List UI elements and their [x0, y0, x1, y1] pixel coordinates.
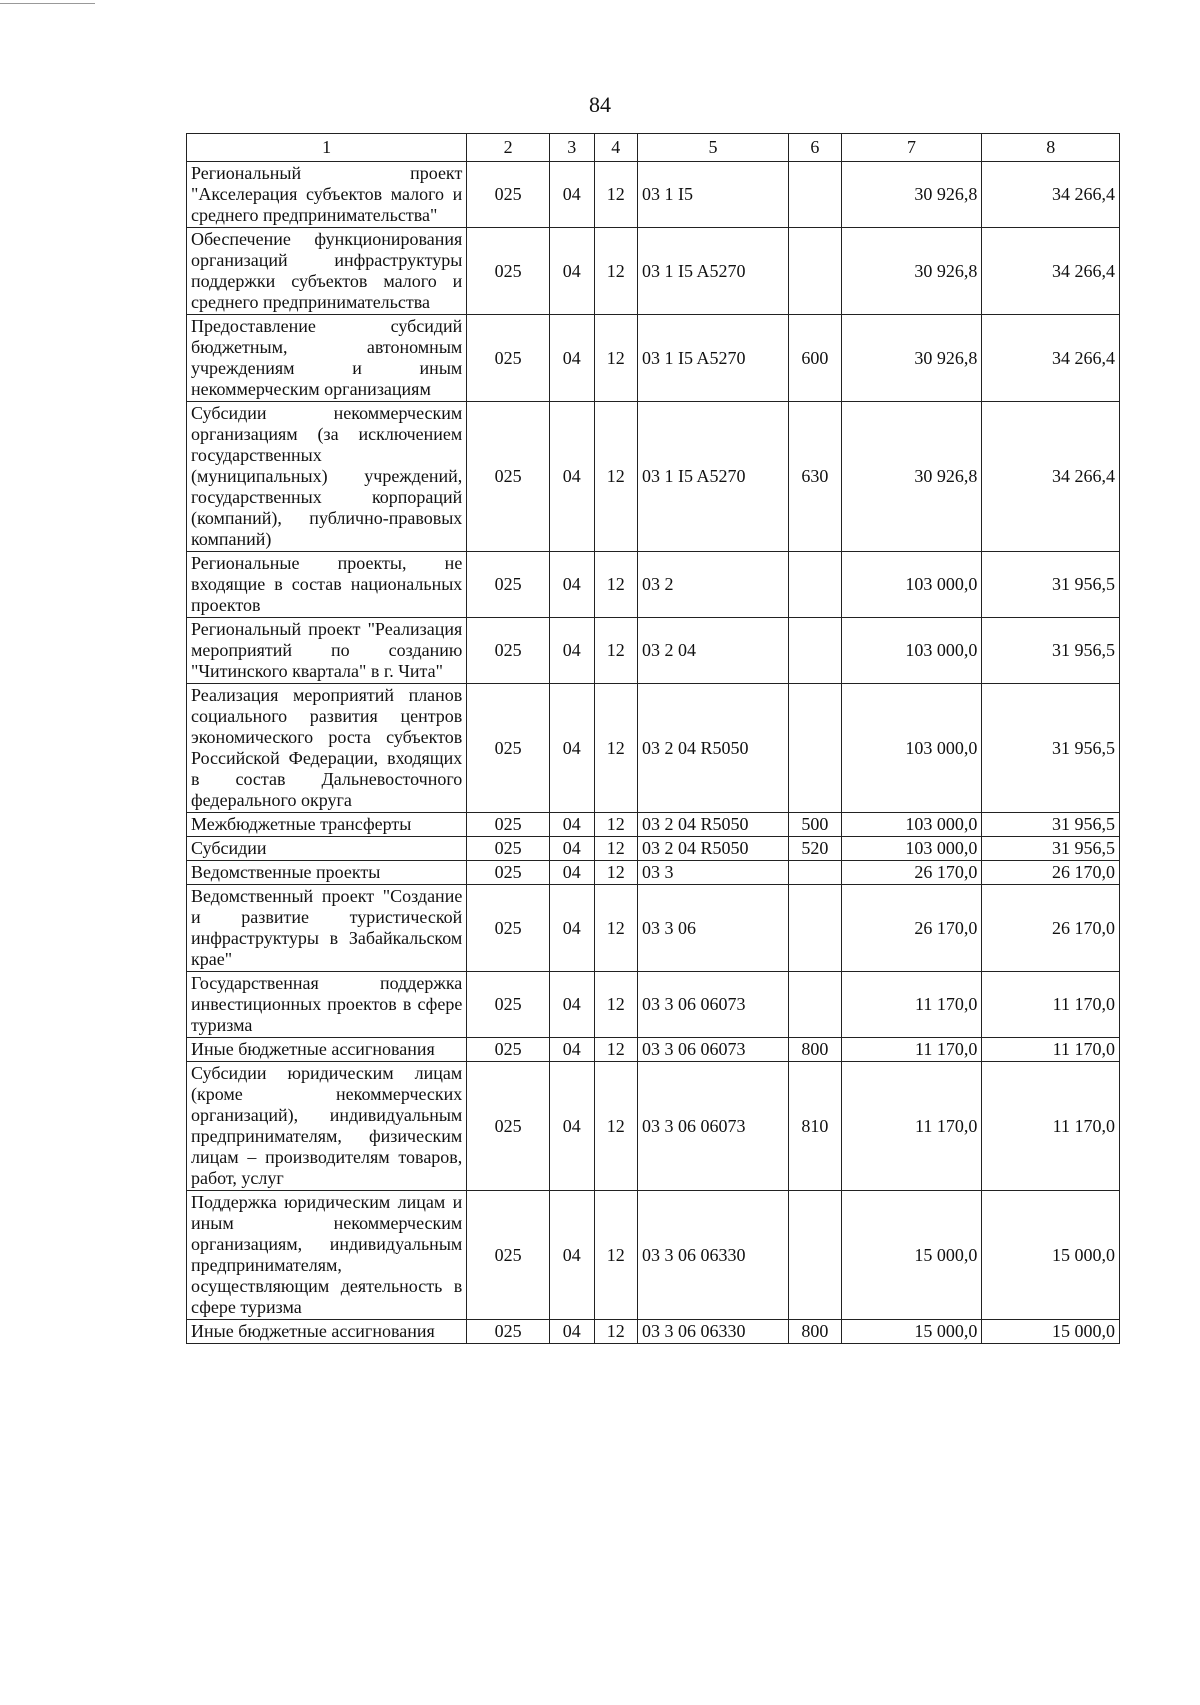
header-col-3: 3 — [550, 134, 594, 162]
cell-col-5: 03 3 06 — [637, 885, 788, 972]
table-row — [187, 1038, 1120, 1062]
cell-col-4: 12 — [594, 885, 637, 972]
cell-col-3: 04 — [550, 618, 594, 684]
cell-col-3: 04 — [550, 552, 594, 618]
cell-col-3: 04 — [550, 1038, 594, 1062]
header-col-7: 7 — [841, 134, 982, 162]
cell-col-5: 03 1 I5 A5270 — [637, 315, 788, 402]
header-col-2: 2 — [467, 134, 550, 162]
cell-col-5: 03 2 04 R5050 — [637, 837, 788, 861]
cell-col-6 — [788, 1191, 841, 1320]
cell-col-4: 12 — [594, 162, 637, 228]
page-number: 84 — [589, 92, 611, 117]
cell-col-4: 12 — [594, 402, 637, 552]
cell-col-6 — [788, 972, 841, 1038]
table-row — [187, 861, 1120, 885]
header-col-5: 5 — [637, 134, 788, 162]
cell-col-5: 03 3 06 06073 — [637, 972, 788, 1038]
table-row — [187, 972, 1120, 1038]
cell-col-2: 025 — [467, 1062, 550, 1191]
cell-col-8: 15 000,0 — [982, 1320, 1120, 1344]
budget-table — [186, 133, 1120, 1344]
cell-col-8: 11 170,0 — [982, 972, 1120, 1038]
cell-col-4: 12 — [594, 1038, 637, 1062]
table-row — [187, 813, 1120, 837]
table-row — [187, 228, 1120, 315]
table-row — [187, 1062, 1120, 1191]
header-col-1: 1 — [187, 134, 467, 162]
cell-col-2: 025 — [467, 684, 550, 813]
cell-col-5: 03 1 I5 A5270 — [637, 402, 788, 552]
row-description: Субсидии юридическим лицам (кроме некоммерческих организаций), индивидуальным предпринимателям, физическим лицам – производителям товаров, работ, услуг — [187, 1062, 467, 1191]
cell-col-3: 04 — [550, 885, 594, 972]
row-description: Межбюджетные трансферты — [187, 813, 467, 837]
cell-col-3: 04 — [550, 1062, 594, 1191]
cell-col-6: 630 — [788, 402, 841, 552]
cell-col-8: 34 266,4 — [982, 228, 1120, 315]
cell-col-5: 03 3 06 06073 — [637, 1062, 788, 1191]
cell-col-7: 15 000,0 — [841, 1191, 982, 1320]
cell-col-6: 800 — [788, 1320, 841, 1344]
cell-col-4: 12 — [594, 684, 637, 813]
cell-col-7: 26 170,0 — [841, 861, 982, 885]
cell-col-3: 04 — [550, 315, 594, 402]
cell-col-8: 26 170,0 — [982, 885, 1120, 972]
cell-col-5: 03 2 04 — [637, 618, 788, 684]
cell-col-7: 26 170,0 — [841, 885, 982, 972]
cell-col-3: 04 — [550, 1320, 594, 1344]
cell-col-4: 12 — [594, 813, 637, 837]
cell-col-5: 03 2 — [637, 552, 788, 618]
table-header-row — [187, 134, 1120, 162]
cell-col-8: 11 170,0 — [982, 1062, 1120, 1191]
cell-col-2: 025 — [467, 1038, 550, 1062]
cell-col-2: 025 — [467, 552, 550, 618]
cell-col-7: 11 170,0 — [841, 1062, 982, 1191]
budget-table-body — [187, 134, 1120, 1344]
cell-col-5: 03 3 06 06330 — [637, 1320, 788, 1344]
row-description: Региональный проект "Акселерация субъектов малого и среднего предпринимательства" — [187, 162, 467, 228]
cell-col-8: 31 956,5 — [982, 552, 1120, 618]
cell-col-6: 520 — [788, 837, 841, 861]
cell-col-8: 34 266,4 — [982, 402, 1120, 552]
row-description: Иные бюджетные ассигнования — [187, 1038, 467, 1062]
cell-col-3: 04 — [550, 813, 594, 837]
cell-col-4: 12 — [594, 552, 637, 618]
row-description: Государственная поддержка инвестиционных проектов в сфере туризма — [187, 972, 467, 1038]
table-row — [187, 1191, 1120, 1320]
table-row — [187, 162, 1120, 228]
cell-col-7: 103 000,0 — [841, 813, 982, 837]
cell-col-6 — [788, 861, 841, 885]
cell-col-3: 04 — [550, 972, 594, 1038]
cell-col-5: 03 1 I5 — [637, 162, 788, 228]
cell-col-4: 12 — [594, 228, 637, 315]
table-row — [187, 1320, 1120, 1344]
cell-col-4: 12 — [594, 972, 637, 1038]
cell-col-7: 30 926,8 — [841, 315, 982, 402]
table-row — [187, 837, 1120, 861]
cell-col-8: 15 000,0 — [982, 1191, 1120, 1320]
cell-col-2: 025 — [467, 1320, 550, 1344]
cell-col-8: 34 266,4 — [982, 315, 1120, 402]
header-col-6: 6 — [788, 134, 841, 162]
cell-col-6 — [788, 885, 841, 972]
cell-col-2: 025 — [467, 228, 550, 315]
cell-col-6: 600 — [788, 315, 841, 402]
row-description: Субсидии некоммерческим организациям (за исключением государственных (муниципальных) учреждений, государственных корпораций (компаний), публично-правовых компаний) — [187, 402, 467, 552]
cell-col-4: 12 — [594, 1062, 637, 1191]
cell-col-5: 03 2 04 R5050 — [637, 813, 788, 837]
cell-col-3: 04 — [550, 837, 594, 861]
cell-col-8: 31 956,5 — [982, 837, 1120, 861]
cell-col-5: 03 3 06 06073 — [637, 1038, 788, 1062]
cell-col-2: 025 — [467, 1191, 550, 1320]
cell-col-2: 025 — [467, 618, 550, 684]
cell-col-7: 15 000,0 — [841, 1320, 982, 1344]
cell-col-3: 04 — [550, 861, 594, 885]
cell-col-2: 025 — [467, 885, 550, 972]
cell-col-4: 12 — [594, 315, 637, 402]
cell-col-6: 500 — [788, 813, 841, 837]
row-description: Предоставление субсидий бюджетным, автономным учреждениям и иным некоммерческим организациям — [187, 315, 467, 402]
scan-artifact-line — [0, 3, 95, 4]
cell-col-5: 03 3 — [637, 861, 788, 885]
cell-col-7: 11 170,0 — [841, 1038, 982, 1062]
cell-col-2: 025 — [467, 861, 550, 885]
cell-col-7: 30 926,8 — [841, 162, 982, 228]
table-row — [187, 684, 1120, 813]
table-row — [187, 402, 1120, 552]
row-description: Обеспечение функционирования организаций инфраструктуры поддержки субъектов малого и среднего предпринимательства — [187, 228, 467, 315]
cell-col-8: 34 266,4 — [982, 162, 1120, 228]
cell-col-6 — [788, 618, 841, 684]
cell-col-2: 025 — [467, 315, 550, 402]
cell-col-3: 04 — [550, 402, 594, 552]
table-row — [187, 885, 1120, 972]
cell-col-2: 025 — [467, 972, 550, 1038]
cell-col-4: 12 — [594, 1191, 637, 1320]
cell-col-7: 103 000,0 — [841, 837, 982, 861]
cell-col-6 — [788, 228, 841, 315]
cell-col-7: 30 926,8 — [841, 402, 982, 552]
row-description: Иные бюджетные ассигнования — [187, 1320, 467, 1344]
cell-col-8: 26 170,0 — [982, 861, 1120, 885]
cell-col-7: 103 000,0 — [841, 684, 982, 813]
cell-col-4: 12 — [594, 1320, 637, 1344]
row-description: Субсидии — [187, 837, 467, 861]
cell-col-6 — [788, 552, 841, 618]
header-col-4: 4 — [594, 134, 637, 162]
cell-col-5: 03 3 06 06330 — [637, 1191, 788, 1320]
cell-col-5: 03 2 04 R5050 — [637, 684, 788, 813]
cell-col-8: 11 170,0 — [982, 1038, 1120, 1062]
cell-col-8: 31 956,5 — [982, 618, 1120, 684]
cell-col-3: 04 — [550, 228, 594, 315]
cell-col-7: 30 926,8 — [841, 228, 982, 315]
cell-col-6 — [788, 162, 841, 228]
cell-col-7: 11 170,0 — [841, 972, 982, 1038]
cell-col-7: 103 000,0 — [841, 552, 982, 618]
cell-col-5: 03 1 I5 A5270 — [637, 228, 788, 315]
cell-col-2: 025 — [467, 162, 550, 228]
cell-col-2: 025 — [467, 402, 550, 552]
row-description: Региональный проект "Реализация мероприятий по созданию "Читинского квартала" в г. Чита" — [187, 618, 467, 684]
cell-col-6: 810 — [788, 1062, 841, 1191]
row-description: Ведомственные проекты — [187, 861, 467, 885]
cell-col-4: 12 — [594, 861, 637, 885]
row-description: Реализация мероприятий планов социального развития центров экономического роста субъектов Российской Федерации, входящих в состав Дальневосточного федерального округа — [187, 684, 467, 813]
row-description: Ведомственный проект "Создание и развитие туристической инфраструктуры в Забайкальском крае" — [187, 885, 467, 972]
cell-col-3: 04 — [550, 162, 594, 228]
table-row — [187, 618, 1120, 684]
cell-col-2: 025 — [467, 813, 550, 837]
cell-col-4: 12 — [594, 837, 637, 861]
cell-col-8: 31 956,5 — [982, 813, 1120, 837]
cell-col-6 — [788, 684, 841, 813]
cell-col-4: 12 — [594, 618, 637, 684]
table-row — [187, 315, 1120, 402]
table-row — [187, 552, 1120, 618]
row-description: Региональные проекты, не входящие в состав национальных проектов — [187, 552, 467, 618]
cell-col-6: 800 — [788, 1038, 841, 1062]
cell-col-3: 04 — [550, 684, 594, 813]
row-description: Поддержка юридическим лицам и иным некоммерческим организациям, индивидуальным предпринимателям, осуществляющим деятельность в сфере туризма — [187, 1191, 467, 1320]
cell-col-2: 025 — [467, 837, 550, 861]
cell-col-7: 103 000,0 — [841, 618, 982, 684]
cell-col-3: 04 — [550, 1191, 594, 1320]
cell-col-8: 31 956,5 — [982, 684, 1120, 813]
header-col-8: 8 — [982, 134, 1120, 162]
